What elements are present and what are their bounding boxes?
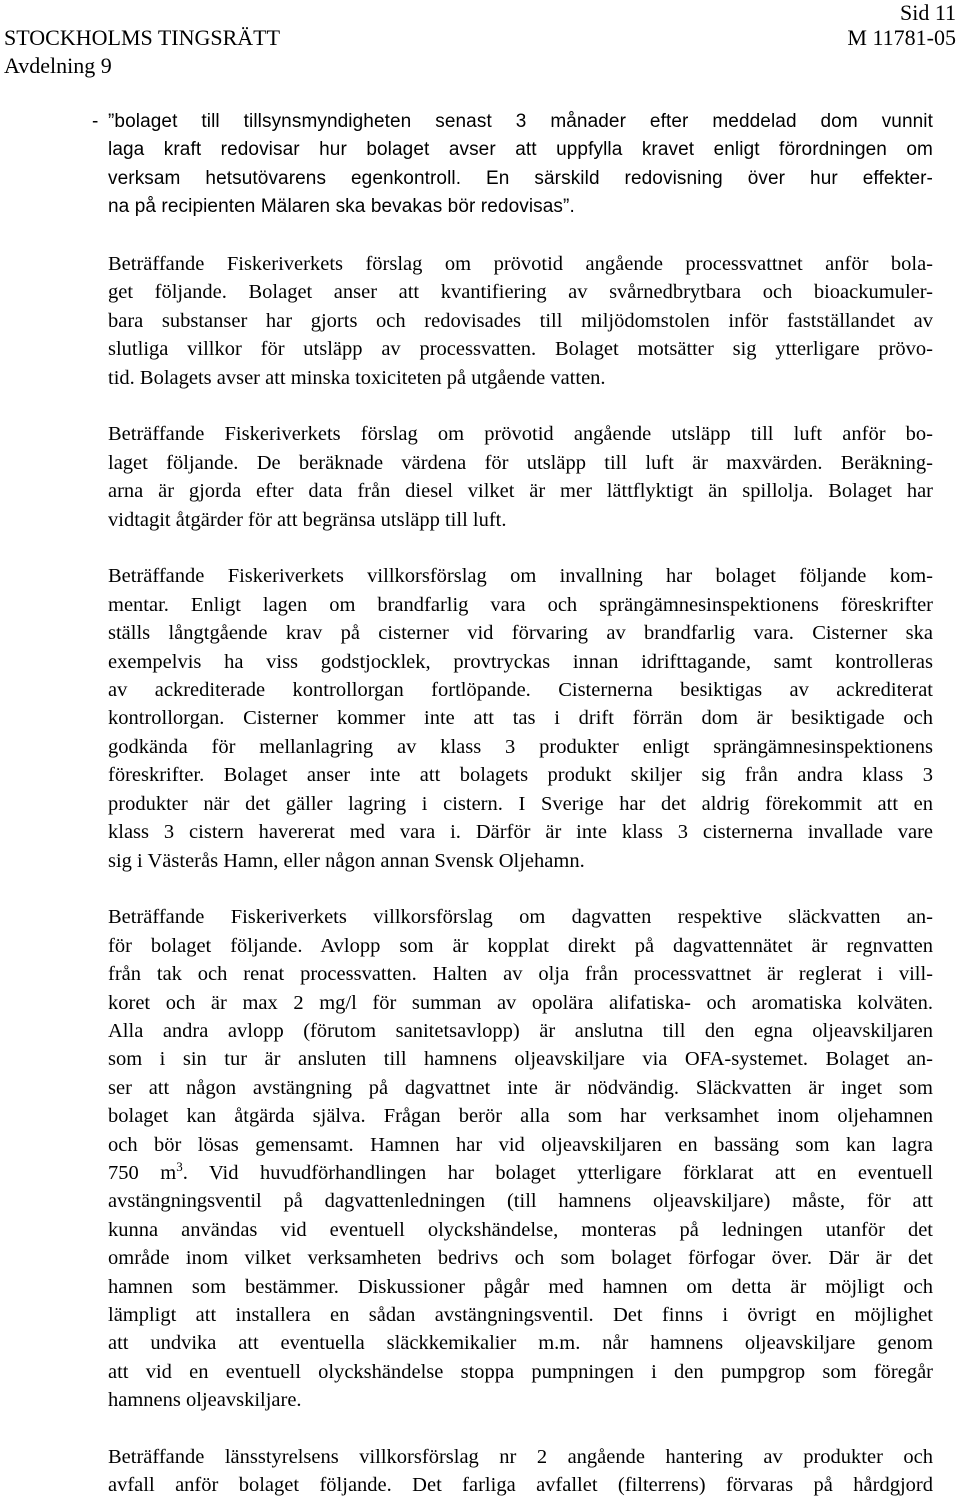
superscript-exponent: 3: [176, 1159, 183, 1175]
text-line: lämpligt att installera en sådan avstängningsventil. Det finns i övrigt en möjlighet: [108, 1304, 933, 1326]
bullet-dash: -: [92, 111, 99, 132]
text-line: godkända för mellanlagring av klass 3 produkter enligt sprängämnesinspektionens: [108, 735, 933, 758]
text-line: hamnen som bestämmer. Diskussioner pågår med hamnen om detta är möjligt och: [108, 1275, 933, 1298]
text-line: arna är gjorda efter data från diesel vilket är mer lättflyktigt än spillolja. Bolaget har: [108, 480, 933, 503]
text-line: verksam hetsutövarens egenkontroll. En särskild redovisning över hur effekter-: [108, 167, 933, 189]
text-line: Beträffande Fiskeriverkets förslag om prövotid angående processvattnet anför bola-: [108, 253, 933, 276]
text-line: bolaget kan åtgärda själva. Frågan berör alla som har verksamhet inom oljehamnen: [108, 1105, 933, 1128]
text-line: föreskrifter. Bolaget anser inte att bolagets produkt skiljer sig från andra klass 3: [108, 764, 933, 787]
page-header: [0, 0, 960, 90]
paragraph-waste-handling: [108, 1443, 933, 1500]
text-line: get följande. Bolaget anser att kvantifiering av svårnedbrytbara och bioackumuler-: [108, 281, 933, 304]
text-line: exempelvis ha viss godstjocklek, provtryckas innan idrifttagande, samt kontrolleras: [108, 650, 933, 673]
text-line: som i sin tur är ansluten till hamnens oljeavskiljare via OFA-systemet. Bolaget an-: [108, 1048, 933, 1071]
text-line: ställs långtgående krav på cisterner vid förvaring av brandfarlig vara. Cisterner ska: [108, 622, 933, 645]
text-line: kontrollorgan. Cisterner kommer inte att tas i drift förrän dom är besiktigade och: [108, 707, 933, 730]
text-line: Beträffande Fiskeriverkets villkorsförslag om invallning har bolaget följande kom-: [108, 565, 933, 588]
division-name: Avdelning 9: [4, 53, 112, 78]
text-line: att undvika att eventuella släckkemikalier m.m. når hamnens oljeavskiljare genom: [108, 1332, 933, 1355]
text-line: Beträffande Fiskeriverkets villkorsförslag om dagvatten respektive släckvatten an-: [108, 906, 933, 929]
text-continuation: . Vid huvudförhandlingen har bolaget ytterligare förklarat att en eventuell: [182, 1161, 933, 1184]
text-line: hamnens oljeavskiljare.: [108, 1389, 302, 1412]
text-line-with-superscript: [108, 1159, 933, 1187]
text-line: av ackrediterade kontrollorgan fortlöpande. Cisternerna besiktigas av ackrediterat: [108, 679, 933, 702]
text-line: laget följande. De beräknade värdena för utsläpp till luft är maxvärden. Beräkning-: [108, 451, 933, 474]
text-line: klass 3 cistern havererat med vara i. Därför är inte klass 3 cisternerna invallade vare: [108, 821, 933, 844]
paragraph-embankment: [108, 562, 933, 874]
text-line: område inom vilket verksamheten bedrivs och som bolaget förfogar över. Där är det: [108, 1247, 933, 1270]
text-line: avstängningsventil på dagvattenledningen (till hamnens oljeavskiljare) måste, för att: [108, 1190, 933, 1213]
text-line: ”bolaget till tillsynsmyndigheten senast 3 månader efter meddelad dom vunnit: [108, 111, 933, 132]
volume-value: 750 m: [108, 1161, 177, 1184]
text-line: Beträffande Fiskeriverkets förslag om prövotid angående utsläpp till luft anför bo-: [108, 423, 933, 446]
text-line: Alla andra avlopp (förutom sanitetsavlopp) är anslutna till den egna oljeavskiljaren: [108, 1019, 933, 1042]
page-number: Sid 11: [899, 0, 956, 25]
text-line: från tak och renat processvatten. Halten av olja från processvattnet är reglerat i vill-: [108, 963, 933, 986]
text-line: bara substanser har gjorts och redovisades till miljödomstolen inför fastställandet av: [108, 309, 933, 332]
text-line: na på recipienten Mälaren ska bevakas bör redovisas”.: [108, 196, 575, 218]
quoted-bullet: [92, 108, 933, 222]
text-line: kunna användas vid eventuell olyckshändelse, monteras på ledningen utanför det: [108, 1218, 933, 1241]
text-line: avfall anför bolaget följande. Det farliga avfallet (filterrens) förvaras på hårdgjord: [108, 1474, 933, 1497]
text-line: ser att någon avstängning på dagvattnet inte är nödvändig. Släckvatten är inget som: [108, 1076, 933, 1099]
text-line: Beträffande länsstyrelsens villkorsförslag nr 2 angående hantering av produkter och: [108, 1446, 933, 1469]
text-line: slutliga villkor för utsläpp av processvatten. Bolaget motsätter sig ytterligare prövo-: [108, 338, 933, 361]
text-line: och bör lösas gemensamt. Hamnen har vid oljeavskiljaren en bassäng som kan lagra: [108, 1133, 933, 1156]
document-body: [92, 108, 933, 1500]
paragraph-air-emissions: [108, 420, 933, 534]
text-line: koret och är max 2 mg/l för summan av opolära alifatiska- och aromatiska kolväten.: [108, 991, 933, 1014]
paragraph-process-water: [108, 250, 933, 392]
case-number: M 11781-05: [847, 25, 956, 50]
text-line: tid. Bolagets avser att minska toxiciteten på utgående vatten.: [108, 366, 606, 389]
text-line: produkter när det gäller lagring i cistern. I Sverige har det aldrig förekommit att en: [108, 792, 933, 815]
court-name: STOCKHOLMS TINGSRÄTT: [4, 25, 281, 50]
text-line: laga kraft redovisar hur bolaget avser att uppfylla kravet enligt förordningen om: [108, 139, 933, 161]
text-line: mentar. Enligt lagen om brandfarlig vara och sprängämnesinspektionens föreskrifter: [108, 593, 933, 616]
paragraph-stormwater: [108, 903, 933, 1414]
text-line: vidtagit åtgärder för att begränsa utsläpp till luft.: [108, 508, 507, 531]
text-line: för bolaget följande. Avlopp som är kopplat direkt på dagvattennätet är regnvatten: [108, 934, 933, 957]
text-line: sig i Västerås Hamn, eller någon annan Svensk Oljehamn.: [108, 849, 585, 872]
text-line: att vid en eventuell olyckshändelse stoppa pumpningen i den pumpgrop som föregår: [108, 1360, 933, 1383]
